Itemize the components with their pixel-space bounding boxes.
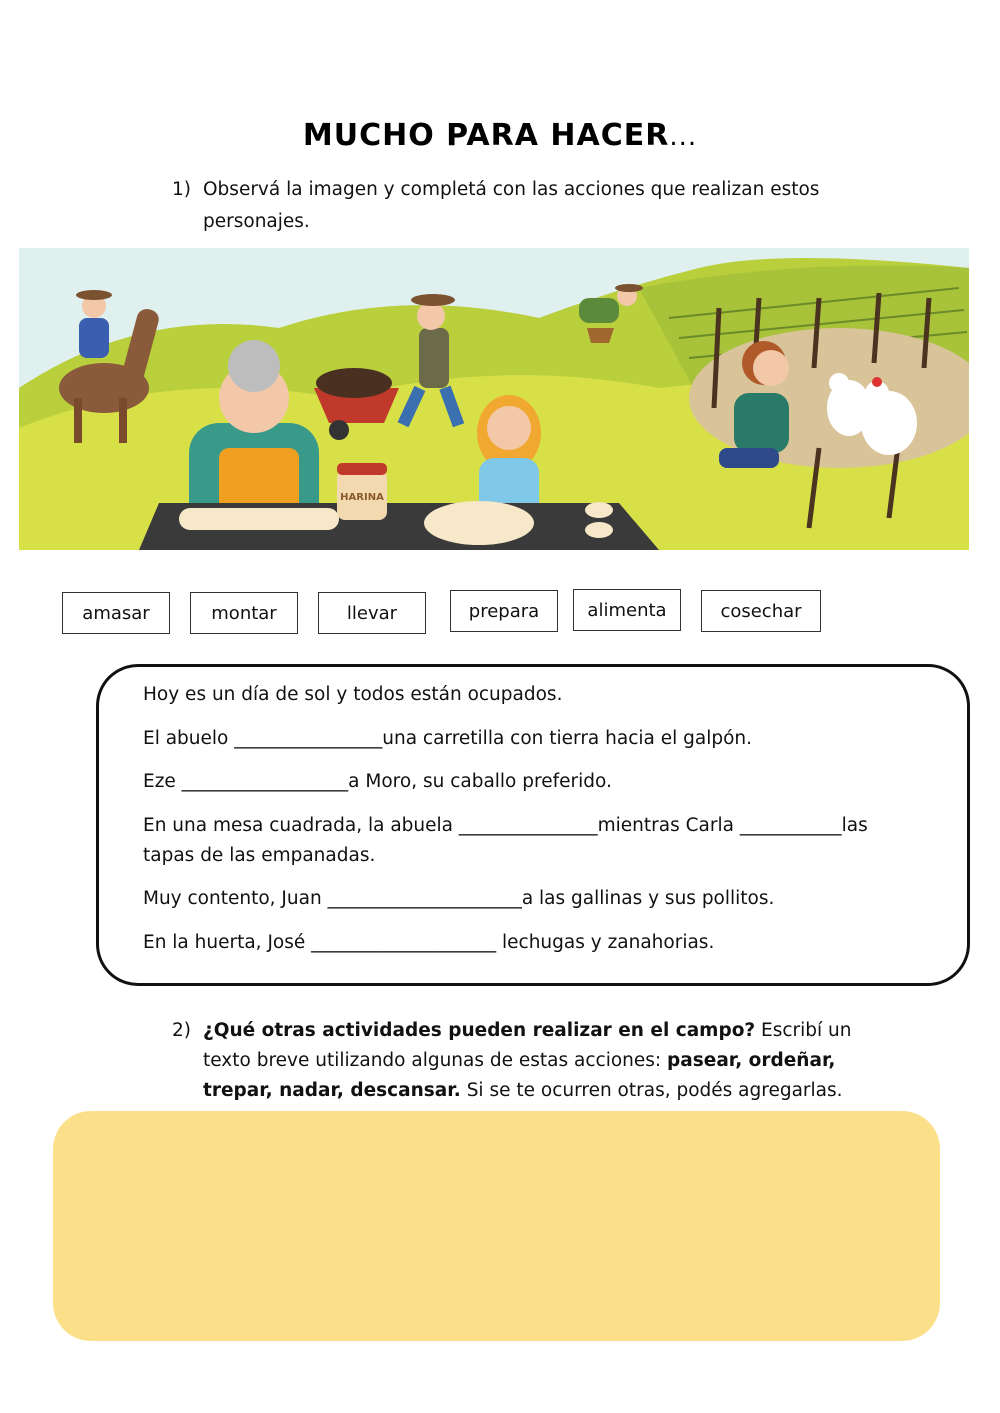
farm-scene	[19, 248, 969, 550]
question-2-bold: ¿Qué otras actividades pueden realizar en el campo?	[203, 1020, 756, 1041]
story-line-6	[143, 888, 774, 909]
question-2-number: 2)	[172, 1020, 191, 1041]
story-line-1: Hoy es un día de sol y todos están ocupados.	[143, 684, 563, 705]
title-text: MUCHO PARA HACER	[302, 118, 670, 153]
story-line-3-a: Eze	[143, 771, 182, 792]
title-dots: ...	[669, 122, 698, 152]
story-line-2-a: El abuelo	[143, 728, 235, 749]
word-llevar[interactable]: llevar	[318, 592, 426, 634]
page-title	[0, 118, 1000, 153]
story-line-7-a: En la huerta, José	[143, 932, 312, 953]
word-alimenta[interactable]: alimenta	[573, 589, 681, 631]
blank-juan[interactable]: _____________________	[327, 888, 522, 909]
story-line-3	[143, 771, 612, 792]
story-line-6-a: Muy contento, Juan	[143, 888, 328, 909]
word-amasar[interactable]: amasar	[62, 592, 170, 634]
word-cosechar[interactable]: cosechar	[701, 590, 821, 632]
question-2-text	[203, 1016, 872, 1106]
farm-illustration	[19, 248, 969, 550]
blank-eze[interactable]: __________________	[181, 771, 349, 792]
story-line-4-b: mientras Carla	[597, 815, 740, 836]
word-prepara[interactable]: prepara	[450, 590, 558, 632]
story-line-4-a: En una mesa cuadrada, la abuela	[143, 815, 459, 836]
story-line-2	[143, 728, 752, 749]
story-line-2-b: una carretilla con tierra hacia el galpón.	[382, 728, 753, 749]
question-1	[172, 174, 872, 238]
story-line-7-b: lechugas y zanahorias.	[496, 932, 715, 953]
story-line-4-c: las	[841, 815, 868, 836]
question-1-number: 1)	[172, 179, 191, 200]
blank-carla[interactable]: ___________	[739, 815, 842, 836]
blank-abuela[interactable]: _______________	[458, 815, 598, 836]
blank-abuelo[interactable]: ________________	[234, 728, 383, 749]
story-line-4	[143, 815, 868, 836]
question-2-text-1: Escribí un texto breve utilizando algunas de estas acciones:	[203, 1020, 852, 1071]
girl	[477, 395, 541, 518]
jar-label: HARINA	[340, 492, 384, 503]
question-2-text-2: Si se te ocurren otras, podés agregarlas.	[460, 1080, 843, 1101]
story-line-5: tapas de las empanadas.	[143, 845, 376, 866]
story-line-3-b: a Moro, su caballo preferido.	[348, 771, 612, 792]
question-2-actions: pasear, ordeñar, trepar, nadar, descansar.	[203, 1050, 836, 1101]
story-line-7	[143, 932, 714, 953]
question-2	[172, 1016, 872, 1106]
blank-jose[interactable]: ____________________	[311, 932, 497, 953]
answer-text-area[interactable]	[53, 1111, 940, 1341]
question-1-text: Observá la imagen y completá con las acciones que realizan estos personajes.	[203, 179, 820, 232]
word-montar[interactable]: montar	[190, 592, 298, 634]
story-line-6-b: a las gallinas y sus pollitos.	[521, 888, 775, 909]
